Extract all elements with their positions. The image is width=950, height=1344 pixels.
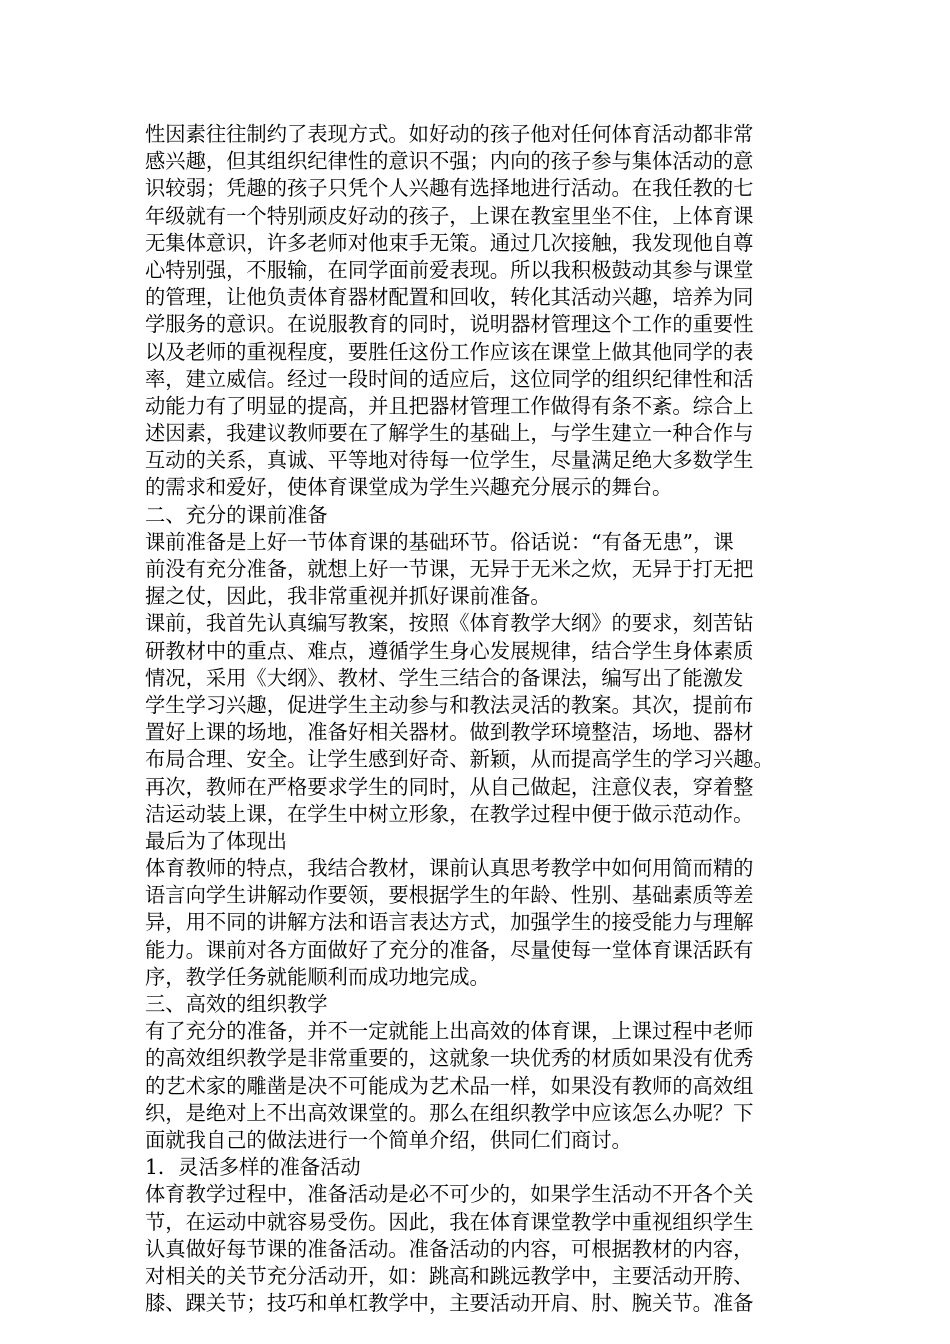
text-line: 二、充分的课前准备 (145, 502, 328, 527)
text-line: 能力。课前对各方面做好了充分的准备，尽量使每一堂体育课活跃有 (145, 937, 754, 962)
text-line: 无集体意识，许多老师对他束手无策。通过几次接触，我发现他自尊 (145, 230, 754, 255)
text-line: 率，建立威信。经过一段时间的适应后，这位同学的组织纪律性和活 (145, 366, 754, 391)
text-line: 的需求和爱好，使体育课堂成为学生兴趣充分展示的舞台。 (145, 475, 673, 500)
text-line: 动能力有了明显的提高，并且把器材管理工作做得有条不紊。综合上 (145, 393, 754, 418)
text-line: 有了充分的准备，并不一定就能上出高效的体育课，上课过程中老师 (145, 1019, 754, 1044)
text-line: 以及老师的重视程度，要胜任这份工作应该在课堂上做其他同学的表 (145, 339, 754, 364)
text-line: 课前准备是上好一节体育课的基础环节。俗话说：“有备无患”，课 (145, 529, 734, 554)
text-line: 述因素，我建议教师要在了解学生的基础上，与学生建立一种合作与 (145, 421, 754, 446)
text-line: 语言向学生讲解动作要领，要根据学生的年龄、性别、基础素质等差 (145, 883, 754, 908)
text-line: 膝、踝关节；技巧和单杠教学中，主要活动开肩、肘、腕关节。准备 (145, 1291, 754, 1316)
text-line: 最后为了体现出 (145, 828, 287, 853)
text-line: 年级就有一个特别顽皮好动的孩子，上课在教室里坐不住，上体育课 (145, 203, 754, 228)
text-line: 节，在运动中就容易受伤。因此，我在体育课堂教学中重视组织学生 (145, 1209, 754, 1234)
text-line: 洁运动装上课，在学生中树立形象，在教学过程中便于做示范动作。 (145, 801, 754, 826)
text-line: 三、高效的组织教学 (145, 992, 328, 1016)
text-line: 心特别强，不服输，在同学面前爱表现。所以我积极鼓动其参与课堂 (145, 257, 754, 282)
text-line: 置好上课的场地，准备好相关器材。做到教学环境整洁，场地、器材 (145, 720, 754, 745)
text-line: 面就我自己的做法进行一个简单介绍，供同仁们商讨。 (145, 1127, 632, 1152)
text-line: 异，用不同的讲解方法和语言表达方式，加强学生的接受能力与理解 (145, 910, 754, 935)
text-line: 学生学习兴趣，促进学生主动参与和教法灵活的教案。其次，提前布 (145, 692, 754, 717)
text-line: 体育教师的特点，我结合教材，课前认真思考教学中如何用简而精的 (145, 856, 754, 881)
text-line: 握之仗，因此，我非常重视并抓好课前准备。 (145, 584, 551, 609)
text-line: 的高效组织教学是非常重要的，这就象一块优秀的材质如果没有优秀 (145, 1046, 754, 1071)
text-line: 认真做好每节课的准备活动。准备活动的内容，可根据教材的内容， (145, 1236, 754, 1261)
text-line: 互动的关系，真诚、平等地对待每一位学生，尽量满足绝大多数学生 (145, 448, 754, 473)
text-line: 的艺术家的雕凿是决不可能成为艺术品一样，如果没有教师的高效组 (145, 1073, 754, 1098)
text-line: 再次，教师在严格要求学生的同时，从自己做起，注意仪表，穿着整 (145, 774, 754, 799)
text-line: 学服务的意识。在说服教育的同时，说明器材管理这个工作的重要性 (145, 312, 754, 337)
body-text (145, 121, 810, 1317)
text-line: 前没有充分准备，就想上好一节课，无异于无米之炊，无异于打无把 (145, 557, 754, 581)
text-line: 体育教学过程中，准备活动是必不可少的，如果学生活动不开各个关 (145, 1182, 754, 1207)
text-line: 织，是绝对上不出高效课堂的。那么在组织教学中应该怎么办呢？下 (145, 1100, 754, 1125)
text-line: 课前，我首先认真编写教案，按照《体育教学大纲》的要求，刻苦钻 (145, 611, 754, 636)
text-line: 序，教学任务就能顺利而成功地完成。 (145, 964, 490, 989)
text-line: 布局合理、安全。让学生感到好奇、新颖，从而提高学生的学习兴趣。 (145, 747, 774, 772)
text-line: 的管理，让他负责体育器材配置和回收，转化其活动兴趣，培养为同 (145, 285, 754, 310)
text-line: 性因素往往制约了表现方式。如好动的孩子他对任何体育活动都非常 (145, 122, 754, 146)
text-line: 对相关的关节充分活动开，如：跳高和跳远教学中，主要活动开胯、 (145, 1263, 754, 1288)
text-line: 研教材中的重点、难点，遵循学生身心发展规律，结合学生身体素质 (145, 638, 754, 663)
text-line: 情况，采用《大纲》、教材、学生三结合的备课法，编写出了能激发 (145, 665, 744, 690)
text-line: 识较弱；凭趣的孩子只凭个人兴趣有选择地进行活动。在我任教的七 (145, 176, 754, 201)
text-line: 感兴趣，但其组织纪律性的意识不强；内向的孩子参与集体活动的意 (145, 149, 754, 174)
text-line: 1．灵活多样的准备活动 (145, 1155, 361, 1180)
